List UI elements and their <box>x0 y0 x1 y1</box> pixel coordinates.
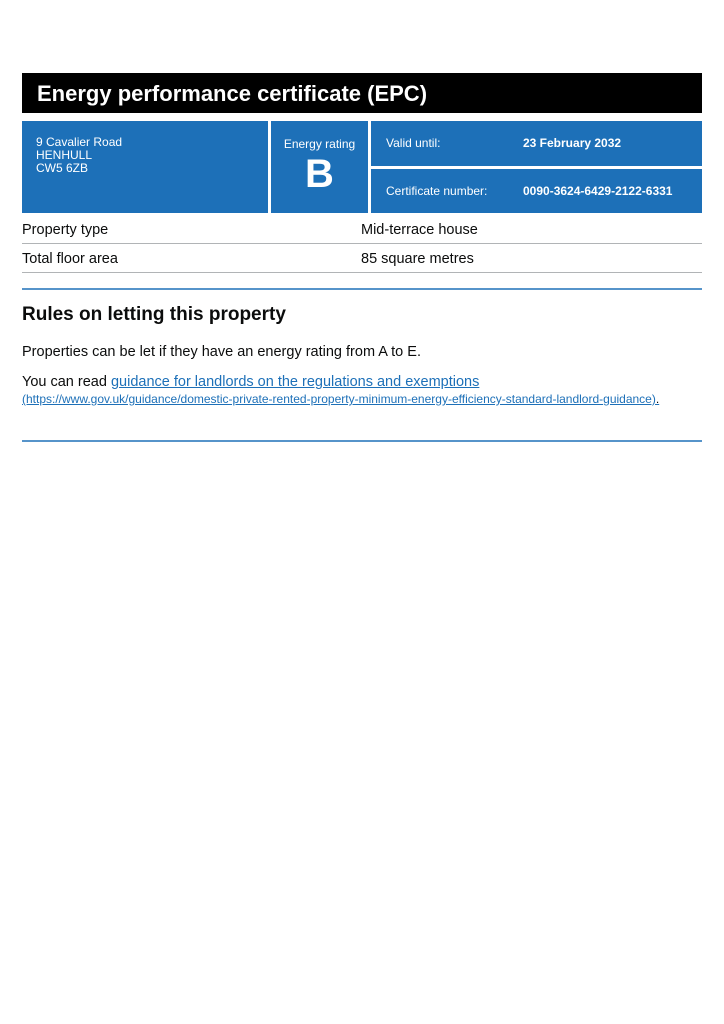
section-divider <box>22 440 702 442</box>
certificate-details <box>371 121 702 213</box>
certificate-number-label: Certificate number: <box>386 183 488 198</box>
property-address <box>22 121 268 213</box>
guidance-url[interactable] <box>22 391 702 407</box>
page-title: Energy performance certificate (EPC) <box>22 73 702 113</box>
fact-value: 85 square metres <box>361 251 474 267</box>
fact-label: Property type <box>22 222 109 238</box>
rules-paragraph: Properties can be let if they have an energy rating from A to E. <box>22 344 421 360</box>
energy-rating-label: Energy rating <box>283 137 356 151</box>
property-facts <box>22 215 702 273</box>
fact-row-property-type <box>22 215 702 244</box>
valid-until-label: Valid until: <box>386 136 441 151</box>
guidance-url-line-2: guidance) <box>603 392 656 406</box>
guidance-paragraph <box>22 373 702 407</box>
address-line-1: 9 Cavalier Road <box>36 135 123 149</box>
energy-rating-value: B <box>305 152 334 196</box>
address-postcode: CW5 6ZB <box>36 161 89 175</box>
certificate-number-row <box>371 169 702 214</box>
certificate-number-value: 0090-3624-6429-2122-6331 <box>523 183 673 198</box>
guidance-suffix: . <box>655 392 660 406</box>
guidance-link[interactable]: guidance for landlords on the regulations and exemptions <box>110 374 480 390</box>
energy-rating-box <box>271 121 368 213</box>
fact-row-floor-area <box>22 244 702 273</box>
valid-until-value: 23 February 2032 <box>523 136 622 151</box>
address-line-2: HENHULL <box>36 148 93 162</box>
section-divider <box>22 288 702 290</box>
section-heading: Rules on letting this property <box>22 304 286 325</box>
guidance-url-line-1: (https://www.gov.uk/guidance/domestic-private-rented-property-minimum-energy-efficiency-standard-landlord- <box>22 392 604 406</box>
guidance-prefix: You can read <box>22 374 111 390</box>
fact-label: Total floor area <box>22 251 118 267</box>
epc-page <box>22 73 702 442</box>
valid-until-row <box>371 121 702 166</box>
certificate-summary <box>22 121 702 213</box>
fact-value: Mid-terrace house <box>361 222 478 238</box>
